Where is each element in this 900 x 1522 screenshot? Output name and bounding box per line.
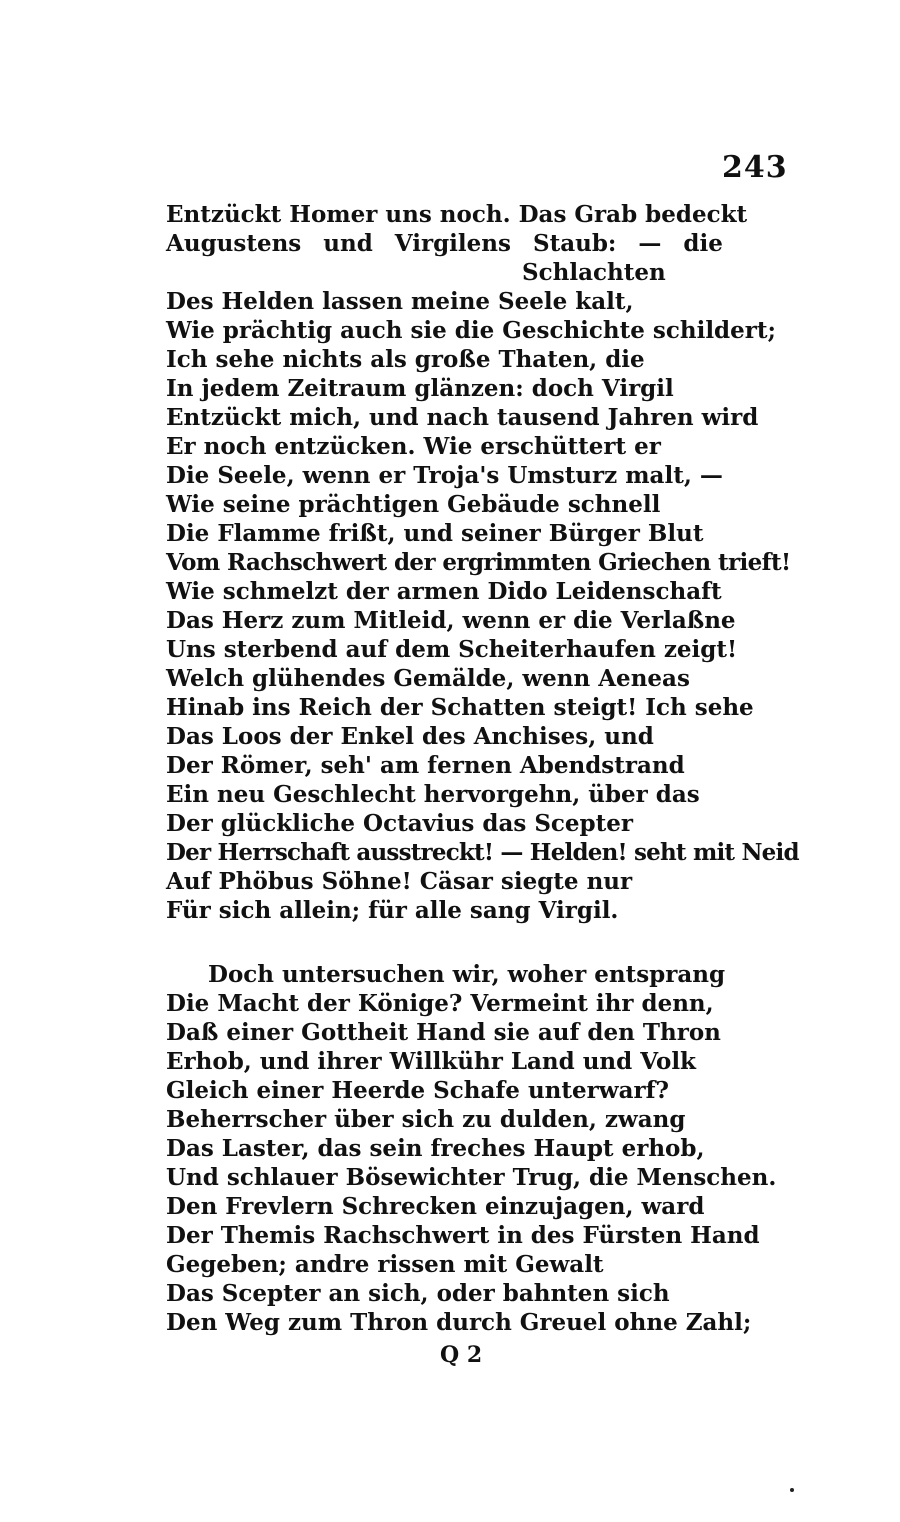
poem-line: Beherrscher über sich zu dulden, zwang bbox=[166, 1106, 686, 1133]
poem-line: Welch glühendes Gemälde, wenn Aeneas bbox=[166, 665, 690, 692]
poem-line-continuation: Schlachten bbox=[522, 259, 666, 286]
poem-line: Entzückt mich, und nach tausend Jahren wird bbox=[166, 404, 759, 431]
poem-line: Augustens und Virgilens Staub: — die bbox=[166, 230, 723, 257]
poem-text bbox=[166, 200, 799, 1337]
poem-line: Erhob, und ihrer Willkühr Land und Volk bbox=[166, 1048, 696, 1075]
poem-line: Die Macht der Könige? Vermeint ihr denn, bbox=[166, 990, 714, 1017]
poem-line: Gegeben; andre rissen mit Gewalt bbox=[166, 1251, 604, 1278]
page-number: 243 bbox=[722, 150, 788, 185]
poem-line: Doch untersuchen wir, woher entsprang bbox=[208, 961, 726, 988]
poem-line: Die Seele, wenn er Troja's Umsturz malt, — bbox=[166, 462, 723, 489]
poem-line: Ein neu Geschlecht hervorgehn, über das bbox=[166, 781, 700, 808]
signature-mark: Q 2 bbox=[440, 1342, 483, 1368]
poem-line: Die Flamme frißt, und seiner Bürger Blut bbox=[166, 520, 704, 547]
stanza-1 bbox=[166, 200, 799, 925]
poem-line: Der Themis Rachschwert in des Fürsten Hand bbox=[166, 1222, 760, 1249]
poem-line: In jedem Zeitraum glänzen: doch Virgil bbox=[166, 375, 674, 402]
poem-line: Den Weg zum Thron durch Greuel ohne Zahl; bbox=[166, 1309, 752, 1336]
poem-line: Auf Phöbus Söhne! Cäsar siegte nur bbox=[166, 868, 633, 895]
poem-line: Entzückt Homer uns noch. Das Grab bedeckt bbox=[166, 201, 748, 228]
poem-line: Ich sehe nichts als große Thaten, die bbox=[166, 346, 645, 373]
poem-line: Hinab ins Reich der Schatten steigt! Ich sehe bbox=[166, 694, 754, 721]
poem-line: Den Frevlern Schrecken einzujagen, ward bbox=[166, 1193, 705, 1220]
poem-line: Vom Rachschwert der ergrimmten Griechen trieft! bbox=[166, 549, 791, 576]
poem-line: Das Scepter an sich, oder bahnten sich bbox=[166, 1280, 670, 1307]
poem-line: Und schlauer Bösewichter Trug, die Menschen. bbox=[166, 1164, 777, 1191]
poem-line: Daß einer Gottheit Hand sie auf den Thron bbox=[166, 1019, 721, 1046]
poem-line: Des Helden lassen meine Seele kalt, bbox=[166, 288, 634, 315]
poem-line: Er noch entzücken. Wie erschüttert er bbox=[166, 433, 661, 460]
poem-line: Uns sterbend auf dem Scheiterhaufen zeigt! bbox=[166, 636, 738, 663]
poem-line: Das Laster, das sein freches Haupt erhob, bbox=[166, 1135, 705, 1162]
poem-line: Das Loos der Enkel des Anchises, und bbox=[166, 723, 654, 750]
poem-line: Wie seine prächtigen Gebäude schnell bbox=[166, 491, 661, 518]
poem-line: Das Herz zum Mitleid, wenn er die Verlaßne bbox=[166, 607, 736, 634]
poem-line: Gleich einer Heerde Schafe unterwarf? bbox=[166, 1077, 669, 1104]
ink-speck bbox=[790, 1488, 794, 1492]
poem-line: Für sich allein; für alle sang Virgil. bbox=[166, 897, 619, 924]
poem-line: Der glückliche Octavius das Scepter bbox=[166, 810, 634, 837]
stanza-gap bbox=[166, 925, 786, 960]
poem-line: Wie prächtig auch sie die Geschichte schildert; bbox=[166, 317, 777, 344]
poem-line: Der Herrschaft ausstreckt! — Helden! seht mit Neid bbox=[166, 839, 799, 866]
poem-line: Wie schmelzt der armen Dido Leidenschaft bbox=[166, 578, 722, 605]
poem-line: Der Römer, seh' am fernen Abendstrand bbox=[166, 752, 685, 779]
stanza-2 bbox=[166, 960, 786, 1337]
